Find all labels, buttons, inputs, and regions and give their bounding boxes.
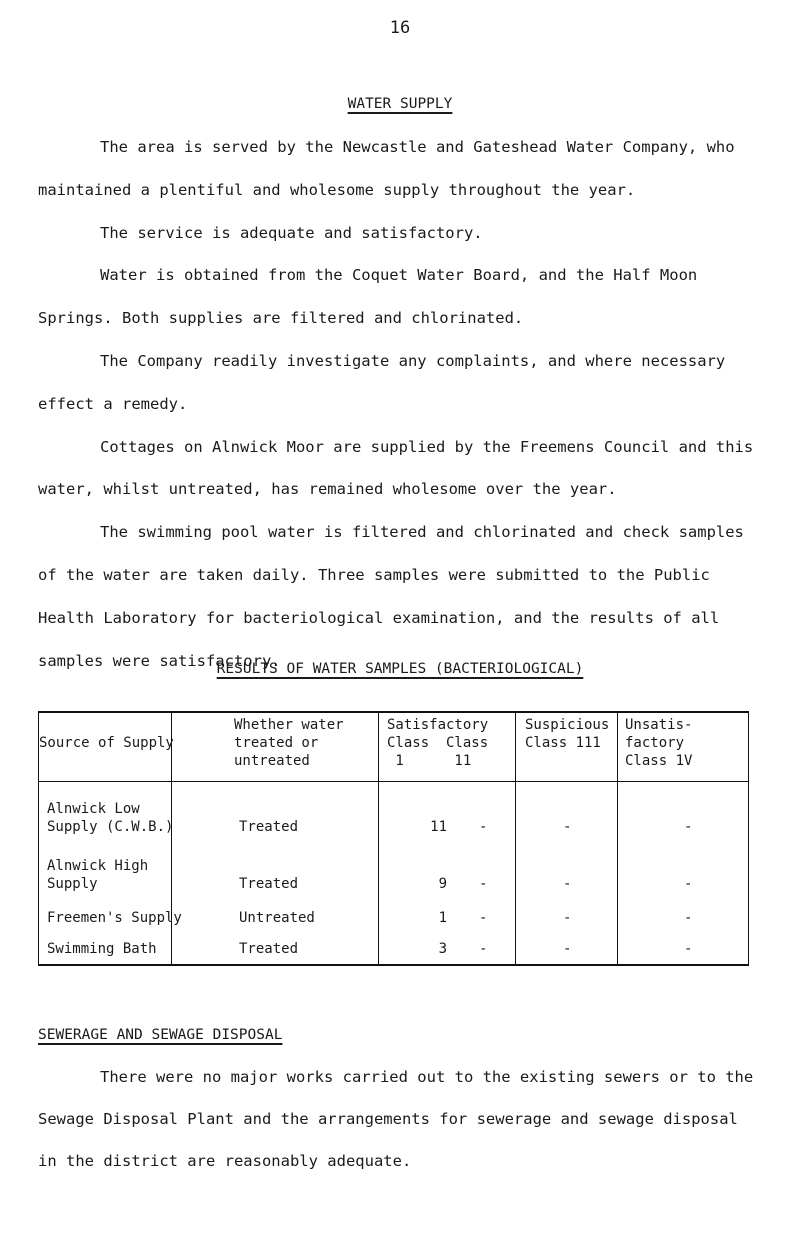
- cell-suspicious: -: [563, 819, 572, 835]
- cell-source: Alnwick Low Supply (C.W.B.): [47, 801, 174, 835]
- cell-class1: 3: [438, 941, 447, 957]
- text-line: Springs. Both supplies are filtered and chlorinated.: [38, 309, 524, 328]
- cell-class1: 1: [438, 910, 447, 926]
- water-supply-heading: WATER SUPPLY: [347, 96, 453, 112]
- text-line: maintained a plentiful and wholesome supply throughout the year.: [38, 180, 636, 199]
- cell-source: Alnwick High Supply: [47, 858, 149, 892]
- text-line: of the water are taken daily. Three samples were submitted to the Public: [38, 566, 710, 584]
- results-table: [38, 711, 749, 966]
- text-line: Health Laboratory for bacteriological examination, and the results of all: [38, 608, 720, 627]
- cell-class2: -: [479, 910, 488, 926]
- text-line: in the district are reasonably adequate.: [38, 1152, 412, 1170]
- cell-treated: Treated: [239, 941, 299, 957]
- cell-unsatisfactory: -: [684, 941, 693, 957]
- text-line: Water is obtained from the Coquet Water Board, and the Half Moon: [100, 266, 698, 285]
- cell-class2: -: [479, 941, 488, 957]
- cell-unsatisfactory: -: [684, 819, 693, 835]
- cell-treated: Untreated: [239, 910, 315, 926]
- cell-class2: -: [479, 819, 488, 835]
- text-line: effect a remedy.: [38, 394, 188, 413]
- cell-suspicious: -: [563, 941, 572, 957]
- text-line: Cottages on Alnwick Moor are supplied by the Freemens Council and this: [100, 437, 754, 456]
- text-line: There were no major works carried out to the existing sewers or to the: [100, 1068, 754, 1086]
- text-line: The swimming pool water is filtered and chlorinated and check samples: [100, 523, 744, 542]
- cell-source: Freemen's Supply: [47, 910, 182, 926]
- text-line: The area is served by the Newcastle and Gateshead Water Company, who: [100, 138, 735, 156]
- header-unsatisfactory: Unsatis- factory Class 1V: [625, 717, 693, 769]
- text-line: samples were satisfactory.: [38, 651, 281, 670]
- text-line: water, whilst untreated, has remained wholesome over the year.: [38, 480, 617, 499]
- cell-unsatisfactory: -: [684, 910, 693, 926]
- cell-treated: Treated: [239, 819, 299, 835]
- cell-suspicious: -: [563, 876, 572, 892]
- text-line: The service is adequate and satisfactory.: [100, 223, 483, 242]
- cell-class1: 9: [438, 876, 447, 892]
- header-satisfactory: Satisfactory Class Class 1 11: [387, 717, 489, 769]
- cell-source: Swimming Bath: [47, 941, 157, 957]
- results-heading: RESULTS OF WATER SAMPLES (BACTERIOLOGICAL): [216, 661, 584, 677]
- header-suspicious: Suspicious Class 111: [525, 717, 610, 751]
- text-line: The Company readily investigate any complaints, and where necessary: [100, 352, 726, 370]
- cell-suspicious: -: [563, 910, 572, 926]
- cell-class1: 11: [430, 819, 447, 835]
- header-treated: Whether water treated or untreated: [234, 717, 344, 769]
- cell-class2: -: [479, 876, 488, 892]
- page-number: 16: [389, 18, 411, 38]
- text-line: Sewage Disposal Plant and the arrangements for sewerage and sewage disposal: [38, 1110, 738, 1128]
- cell-treated: Treated: [239, 876, 299, 892]
- cell-unsatisfactory: -: [684, 876, 693, 892]
- sewerage-heading: SEWERAGE AND SEWAGE DISPOSAL: [38, 1027, 283, 1043]
- header-source: Source of Supply: [39, 735, 174, 751]
